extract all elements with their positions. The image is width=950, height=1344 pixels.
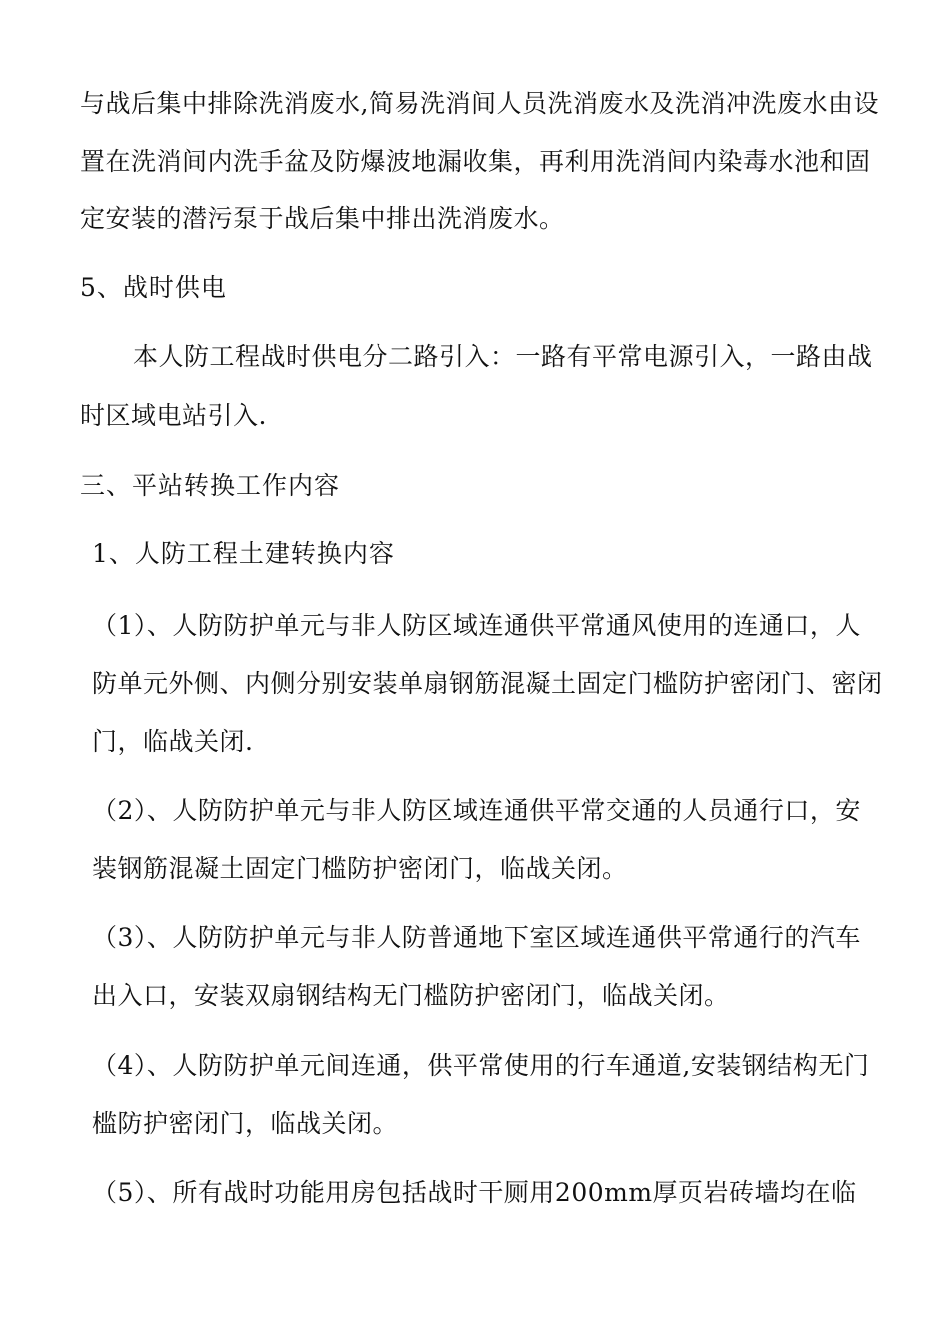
paragraph-line: 置在洗消间内洗手盆及防爆波地漏收集，再利用洗消间内染毒水池和固 xyxy=(80,147,871,176)
list-item-line: 装钢筋混凝土固定门槛防护密闭门，临战关闭。 xyxy=(92,854,628,883)
paragraph-line: 本人防工程战时供电分二路引入：一路有平常电源引入，一路由战 xyxy=(133,342,873,371)
subsection-heading-civil: 1、人防工程土建转换内容 xyxy=(92,539,395,568)
list-item-line: 槛防护密闭门，临战关闭。 xyxy=(92,1109,399,1138)
list-item-line: （3）、人防防护单元与非人防普通地下室区域连通供平常通行的汽车 xyxy=(92,923,861,952)
list-item-line: 门，临战关闭. xyxy=(92,727,254,756)
paragraph-line: 时区域电站引入. xyxy=(80,401,267,430)
section-heading-conversion: 三、平站转换工作内容 xyxy=(80,471,341,500)
list-item-line: 防单元外侧、内侧分别安装单扇钢筋混凝土固定门槛防护密闭门、密闭 xyxy=(92,669,883,698)
paragraph-line: 与战后集中排除洗消废水,简易洗消间人员洗消废水及洗消冲洗废水由设 xyxy=(80,89,879,118)
list-item-line: （2）、人防防护单元与非人防区域连通供平常交通的人员通行口，安 xyxy=(92,796,861,825)
list-item-line: （4）、人防防护单元间连通，供平常使用的行车通道,安装钢结构无门 xyxy=(92,1051,870,1080)
paragraph-line: 定安装的潜污泵于战后集中排出洗消废水。 xyxy=(80,204,565,233)
list-item-line: （1）、人防防护单元与非人防区域连通供平常通风使用的连通口，人 xyxy=(92,611,861,640)
list-item-line: （5）、所有战时功能用房包括战时干厕用200mm厚页岩砖墙均在临 xyxy=(92,1178,857,1207)
list-item-line: 出入口，安装双扇钢结构无门槛防护密闭门，临战关闭。 xyxy=(92,981,730,1010)
section-heading-power-supply: 5、战时供电 xyxy=(80,273,227,302)
